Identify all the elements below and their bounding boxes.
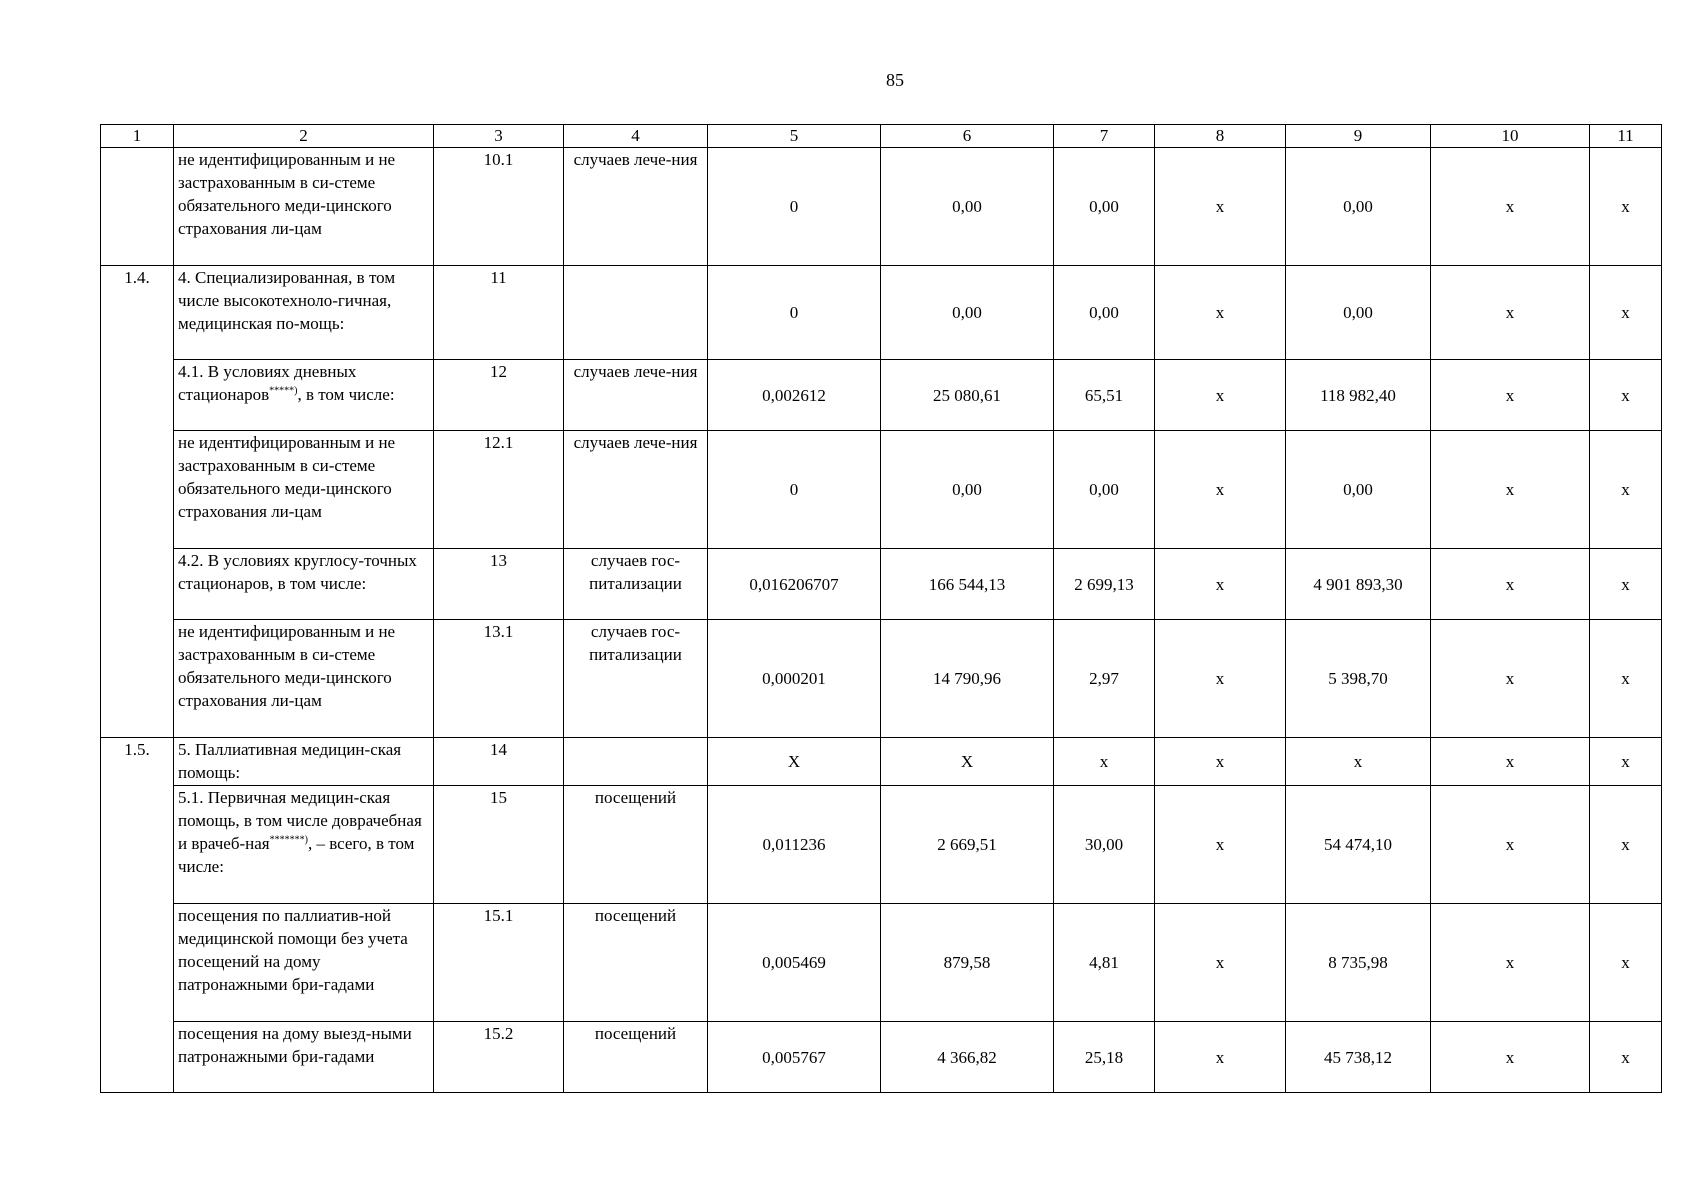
value-cell: 65,51 — [1054, 360, 1155, 431]
value-cell: 0,002612 — [708, 360, 881, 431]
value-cell: х — [1590, 266, 1662, 360]
value-cell: 166 544,13 — [881, 549, 1054, 620]
value-cell: 0 — [708, 431, 881, 549]
unit-cell — [564, 266, 708, 360]
row-name-cell: не идентифицированным и не застрахованным в си-стеме обязательного меди-цинского страхования ли-цам — [174, 148, 434, 266]
row-name-cell: посещения на дому выезд-ными патронажными бри-гадами — [174, 1022, 434, 1093]
line-number-cell: 15.1 — [434, 904, 564, 1022]
line-number-cell: 12.1 — [434, 431, 564, 549]
unit-cell: посещений — [564, 904, 708, 1022]
line-number-cell: 13 — [434, 549, 564, 620]
value-cell: 0,00 — [1054, 431, 1155, 549]
value-cell: х — [1431, 266, 1590, 360]
column-header: 7 — [1054, 125, 1155, 148]
column-header: 1 — [101, 125, 174, 148]
value-cell: х — [1155, 360, 1286, 431]
row-name-cell: не идентифицированным и не застрахованным в си-стеме обязательного меди-цинского страхования ли-цам — [174, 620, 434, 738]
column-header: 10 — [1431, 125, 1590, 148]
unit-cell — [564, 738, 708, 786]
row-name-cell: 5.1. Первичная медицин-ская помощь, в том числе доврачебная и врачеб-ная*******), – всего, в том числе: — [174, 786, 434, 904]
value-cell: х — [1155, 549, 1286, 620]
value-cell: х — [1155, 266, 1286, 360]
unit-cell: случаев лече-ния — [564, 360, 708, 431]
value-cell: 4 366,82 — [881, 1022, 1054, 1093]
line-number-cell: 12 — [434, 360, 564, 431]
value-cell: 45 738,12 — [1286, 1022, 1431, 1093]
unit-cell: случаев лече-ния — [564, 431, 708, 549]
value-cell: х — [1590, 148, 1662, 266]
value-cell: 0,00 — [881, 266, 1054, 360]
unit-cell: случаев гос-питализации — [564, 620, 708, 738]
row-name-cell: 4.1. В условиях дневных стационаров*****), в том числе: — [174, 360, 434, 431]
value-cell: х — [1155, 738, 1286, 786]
value-cell: 0,000201 — [708, 620, 881, 738]
column-header: 11 — [1590, 125, 1662, 148]
line-number-cell: 15 — [434, 786, 564, 904]
value-cell: х — [1431, 904, 1590, 1022]
value-cell: 25 080,61 — [881, 360, 1054, 431]
value-cell: 14 790,96 — [881, 620, 1054, 738]
value-cell: Х — [708, 738, 881, 786]
value-cell: Х — [881, 738, 1054, 786]
unit-cell: случаев гос-питализации — [564, 549, 708, 620]
footnote-marker: *****) — [269, 385, 298, 397]
value-cell: 2 699,13 — [1054, 549, 1155, 620]
value-cell: 4 901 893,30 — [1286, 549, 1431, 620]
table-row — [101, 431, 1662, 549]
unit-cell: случаев лече-ния — [564, 148, 708, 266]
value-cell: 0,00 — [1286, 266, 1431, 360]
table-row — [101, 738, 1662, 786]
value-cell: х — [1431, 431, 1590, 549]
column-header: 2 — [174, 125, 434, 148]
value-cell: х — [1155, 620, 1286, 738]
value-cell: 54 474,10 — [1286, 786, 1431, 904]
value-cell: х — [1431, 360, 1590, 431]
value-cell: 0,00 — [1054, 266, 1155, 360]
value-cell: х — [1155, 148, 1286, 266]
line-number-cell: 13.1 — [434, 620, 564, 738]
value-cell: 0 — [708, 266, 881, 360]
value-cell: 30,00 — [1054, 786, 1155, 904]
row-name-cell: 4.2. В условиях круглосу-точных стационаров, в том числе: — [174, 549, 434, 620]
value-cell: х — [1590, 904, 1662, 1022]
value-cell: х — [1431, 738, 1590, 786]
value-cell: х — [1590, 549, 1662, 620]
page-number: 85 — [886, 70, 904, 90]
value-cell: 8 735,98 — [1286, 904, 1431, 1022]
value-cell: х — [1590, 1022, 1662, 1093]
column-header: 9 — [1286, 125, 1431, 148]
line-number-cell: 14 — [434, 738, 564, 786]
row-code-cell: 1.4. — [101, 266, 174, 738]
value-cell: х — [1155, 904, 1286, 1022]
row-name-cell: посещения по паллиатив-ной медицинской помощи без учета посещений на дому патронажными бри-гадами — [174, 904, 434, 1022]
value-cell: 0,00 — [1286, 148, 1431, 266]
value-cell: 0,00 — [881, 148, 1054, 266]
column-header: 3 — [434, 125, 564, 148]
value-cell: х — [1155, 1022, 1286, 1093]
value-cell: х — [1431, 786, 1590, 904]
value-cell: 0,00 — [1054, 148, 1155, 266]
footnote-marker: *******) — [269, 834, 308, 846]
value-cell: х — [1431, 620, 1590, 738]
value-cell: 0 — [708, 148, 881, 266]
table-row — [101, 148, 1662, 266]
table-row — [101, 620, 1662, 738]
value-cell: 879,58 — [881, 904, 1054, 1022]
value-cell: х — [1590, 786, 1662, 904]
value-cell: х — [1431, 549, 1590, 620]
row-code-cell — [101, 148, 174, 266]
value-cell: 25,18 — [1054, 1022, 1155, 1093]
value-cell: х — [1155, 786, 1286, 904]
value-cell: 0,005469 — [708, 904, 881, 1022]
table-row — [101, 1022, 1662, 1093]
line-number-cell: 10.1 — [434, 148, 564, 266]
column-number-row — [101, 125, 1662, 148]
line-number-cell: 11 — [434, 266, 564, 360]
value-cell: 118 982,40 — [1286, 360, 1431, 431]
column-header: 4 — [564, 125, 708, 148]
column-header: 5 — [708, 125, 881, 148]
table-row — [101, 266, 1662, 360]
table-row — [101, 360, 1662, 431]
value-cell: х — [1431, 1022, 1590, 1093]
value-cell: 2,97 — [1054, 620, 1155, 738]
value-cell: 4,81 — [1054, 904, 1155, 1022]
value-cell: х — [1286, 738, 1431, 786]
table-row — [101, 786, 1662, 904]
value-cell: х — [1590, 620, 1662, 738]
value-cell: 0,016206707 — [708, 549, 881, 620]
value-cell: х — [1054, 738, 1155, 786]
table-row — [101, 549, 1662, 620]
value-cell: 0,00 — [881, 431, 1054, 549]
row-name-cell: 5. Паллиативная медицин-ская помощь: — [174, 738, 434, 786]
table-row — [101, 904, 1662, 1022]
value-cell: х — [1590, 360, 1662, 431]
value-cell: х — [1431, 148, 1590, 266]
value-cell: 0,005767 — [708, 1022, 881, 1093]
line-number-cell: 15.2 — [434, 1022, 564, 1093]
column-header: 8 — [1155, 125, 1286, 148]
value-cell: 0,011236 — [708, 786, 881, 904]
column-header: 6 — [881, 125, 1054, 148]
value-cell: х — [1590, 431, 1662, 549]
unit-cell: посещений — [564, 1022, 708, 1093]
value-cell: х — [1590, 738, 1662, 786]
row-name-cell: не идентифицированным и не застрахованным в си-стеме обязательного меди-цинского страхования ли-цам — [174, 431, 434, 549]
data-table — [100, 124, 1662, 1093]
value-cell: 5 398,70 — [1286, 620, 1431, 738]
value-cell: х — [1155, 431, 1286, 549]
unit-cell: посещений — [564, 786, 708, 904]
value-cell: 2 669,51 — [881, 786, 1054, 904]
row-name-cell: 4. Специализированная, в том числе высокотехноло-гичная, медицинская по-мощь: — [174, 266, 434, 360]
row-code-cell: 1.5. — [101, 738, 174, 1093]
value-cell: 0,00 — [1286, 431, 1431, 549]
